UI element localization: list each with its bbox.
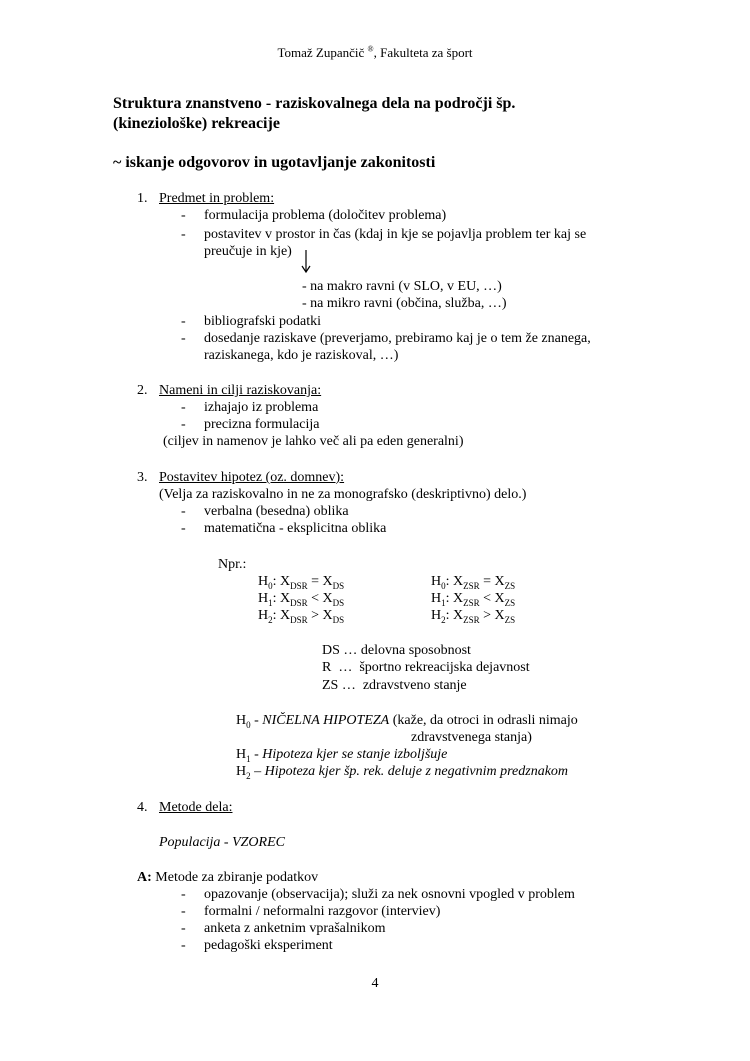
sub-item: - na makro ravni (v SLO, v EU, …) (302, 279, 502, 294)
bullet-dash: - (181, 208, 186, 223)
legend-item: DS … delovna sposobnost (322, 643, 471, 658)
list-item-continuation: preučuje in kje) (204, 244, 292, 259)
hypothesis-ds-h2: $H_2$: $X_{DSR} > X_{DS}$ (258, 608, 345, 625)
page-number: 4 (371, 976, 379, 991)
list-item: izhajajo iz problema (204, 400, 319, 415)
hypothesis-zs-h1: $H_1$: $X_{ZSR} < X_{ZS}$ (431, 591, 516, 608)
hypothesis-ds-h0: $H_0$: $X_{DSR} = X_{DS}$ (258, 574, 345, 591)
list-item: bibliografski podatki (204, 314, 322, 329)
list-item: postavitev v prostor in čas (kdaj in kje se pojavlja problem ter kaj se (204, 227, 587, 242)
hypothesis-zs-h2: $H_2$: $X_{ZSR} > X_{ZS}$ (431, 608, 516, 625)
document-title-line1: Struktura znanstveno - raziskovalnega dela na področji šp. (113, 95, 516, 112)
list-item: precizna formulacija (204, 417, 320, 432)
h1-definition: $H_1$ - Hipoteza kjer se stanje izboljšuje (236, 747, 448, 764)
list-item: opazovanje (observacija); služi za nek osnovni vpogled v problem (204, 887, 575, 902)
section-heading: Postavitev hipotez (oz. domnev): (159, 470, 345, 485)
h0-definition-continuation: zdravstvenega stanja) (411, 730, 532, 745)
hypothesis-zs-h0: $H_0$: $X_{ZSR} = X_{ZS}$ (431, 574, 516, 591)
bullet-dash: - (181, 521, 186, 536)
population-label: Populacija - VZOREC (159, 835, 285, 850)
document-subtitle: ~ iskanje odgovorov in ugotavljanje zakonitosti (113, 154, 436, 171)
bullet-dash: - (181, 417, 186, 432)
bullet-dash: - (181, 331, 186, 346)
bullet-dash: - (181, 227, 186, 242)
bullet-dash: - (181, 904, 186, 919)
bullet-dash: - (181, 504, 186, 519)
down-arrow-icon (300, 250, 312, 274)
section-heading: Predmet in problem: (159, 191, 275, 206)
section-note: (Velja za raziskovalno in ne za monografsko (deskriptivno) delo.) (159, 487, 527, 502)
bullet-dash: - (181, 314, 186, 329)
list-item: formulacija problema (določitev problema) (204, 208, 447, 223)
methods-a-heading: A: Metode za zbiranje podatkov (137, 870, 319, 885)
list-item-continuation: raziskanega, kdo je raziskoval, …) (204, 348, 399, 363)
section-number: 2. (137, 383, 148, 398)
document-title-line2: (kineziološke) rekreacije (113, 115, 280, 132)
list-item: formalni / neformalni razgovor (interviev) (204, 904, 441, 919)
bullet-dash: - (181, 887, 186, 902)
section-number: 1. (137, 191, 148, 206)
list-item: verbalna (besedna) oblika (204, 504, 349, 519)
h0-definition: $H_0$ - NIČELNA HIPOTEZA (kaže, da otroci in odrasli nimajo (236, 713, 578, 730)
section-heading: Metode dela: (159, 800, 233, 815)
list-item: anketa z anketnim vprašalnikom (204, 921, 386, 936)
section-number: 3. (137, 470, 148, 485)
section-number: 4. (137, 800, 148, 815)
list-item: dosedanje raziskave (preverjamo, prebiramo kaj je o tem že znanega, (204, 331, 591, 346)
legend-item: R … športno rekreacijska dejavnost (322, 660, 530, 675)
legend-item: ZS … zdravstveno stanje (322, 678, 467, 693)
list-item: matematična - eksplicitna oblika (204, 521, 387, 536)
list-item: pedagoški eksperiment (204, 938, 333, 953)
bullet-dash: - (181, 400, 186, 415)
h2-definition: $H_2$ – Hipoteza kjer šp. rek. deluje z negativnim predznakom (236, 764, 569, 781)
page-header: Tomaž Zupančič ®, Fakulteta za šport (277, 44, 473, 60)
bullet-dash: - (181, 921, 186, 936)
section-heading: Nameni in cilji raziskovanja: (159, 383, 322, 398)
bullet-dash: - (181, 938, 186, 953)
sub-item: - na mikro ravni (občina, služba, …) (302, 296, 507, 311)
example-label: Npr.: (218, 557, 247, 572)
section-note: (ciljev in namenov je lahko več ali pa eden generalni) (163, 434, 464, 449)
hypothesis-ds-h1: $H_1$: $X_{DSR} < X_{DS}$ (258, 591, 345, 608)
